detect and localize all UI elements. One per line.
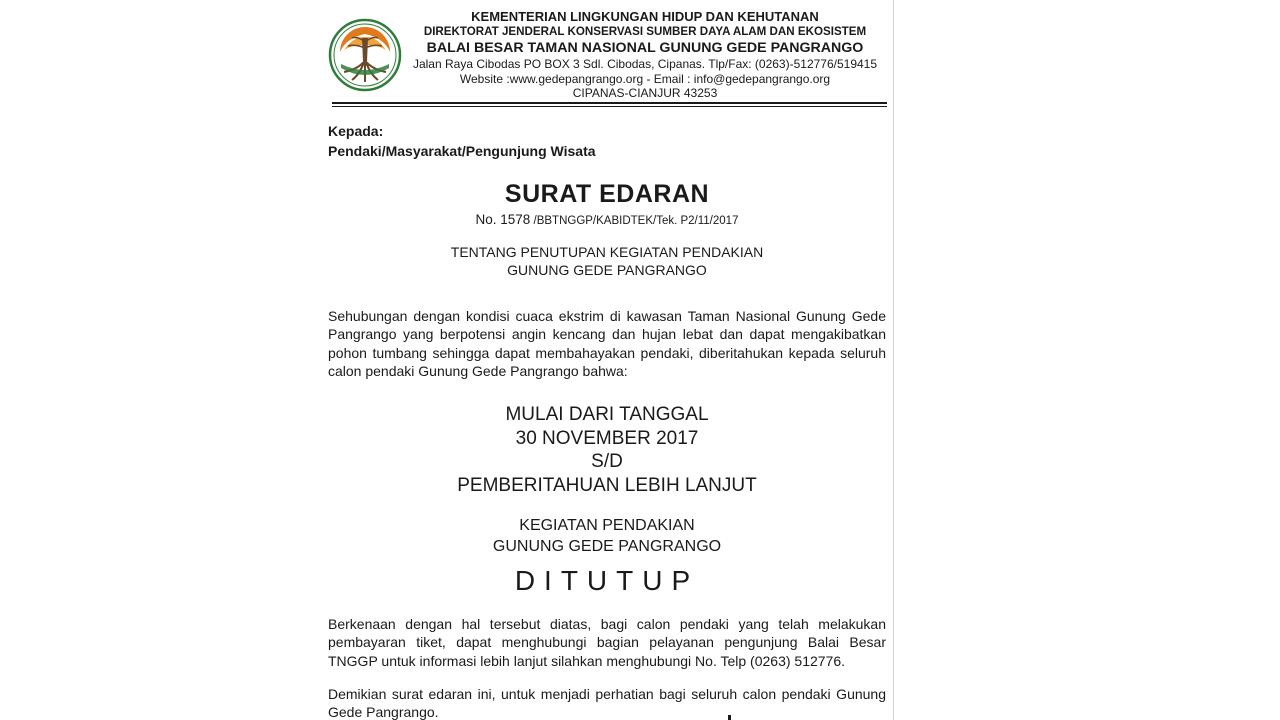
addressee-block xyxy=(328,121,596,161)
office-city: CIPANAS-CIANJUR 43253 xyxy=(572,86,718,101)
ministry-name: KEMENTERIAN LINGKUNGAN HIDUP DAN KEHUTANAN xyxy=(471,9,819,24)
directorate-name: DIREKTORAT JENDERAL KONSERVASI SUMBER DAYA ALAM DAN EKOSISTEM xyxy=(423,24,867,38)
document-number-suffix: /BBTNGGP/KABIDTEK/Tek. P2/11/2017 xyxy=(530,215,739,227)
schedule-line-1: MULAI DARI TANGGAL xyxy=(505,404,709,425)
document-title: SURAT EDARAN xyxy=(504,180,710,208)
intro-paragraph: Sehubungan dengan kondisi cuaca ekstrim di kawasan Taman Nasional Gunung Gede Pangrango yang berpotensi angin kencang dan hujan lebat dan dapat mengakibatkan pohon tumbang sehingga dapat membahayakan pendaki, diberitahukan kepada seluruh calon pendaki Gunung Gede Pangrango bahwa: xyxy=(328,308,886,380)
refund-notice-paragraph: Berkenaan dengan hal tersebut diatas, bagi calon pendaki yang telah melakukan pembayaran tiket, dapat menghubungi bagian pelayanan pengunjung Balai Besar TNGGP untuk informasi lebih lanjut silahkan menghubungi No. Telp (0263) 512776. xyxy=(328,616,886,669)
letterhead xyxy=(328,10,888,102)
subject-line-1: TENTANG PENUTUPAN KEGIATAN PENDAKIAN xyxy=(450,244,764,260)
letterhead-text xyxy=(406,10,884,101)
addressee-label: Kepada: xyxy=(328,123,384,139)
subject-line-2: GUNUNG GEDE PANGRANGO xyxy=(507,262,707,278)
letterhead-rule-thick xyxy=(332,102,887,104)
schedule-line-4: PEMBERITAHUAN LEBIH LANJUT xyxy=(457,474,757,496)
ministry-tree-emblem-icon xyxy=(328,18,402,92)
office-address: Jalan Raya Cibodas PO BOX 3 Sdl. Cibodas, Cipanas. Tlp/Fax: (0263)-512776/519415 xyxy=(412,57,878,72)
closing-paragraph: Demikian surat edaran ini, untuk menjadi perhatian bagi seluruh calon pendaki Gunung Gede Pangrango. xyxy=(328,686,886,720)
closed-activity xyxy=(328,515,886,557)
office-name: BALAI BESAR TAMAN NASIONAL GUNUNG GEDE PANGRANGO xyxy=(426,40,864,57)
signature-mark-fragment xyxy=(728,715,731,720)
closure-status: DITUTUP xyxy=(514,565,700,596)
closure-schedule xyxy=(328,403,886,497)
activity-line-1: KEGIATAN PENDAKIAN xyxy=(519,517,695,534)
document-number xyxy=(328,211,886,230)
schedule-line-2: 30 NOVEMBER 2017 xyxy=(515,427,699,449)
letterhead-rule-thin xyxy=(332,106,887,107)
activity-line-2: GUNUNG GEDE PANGRANGO xyxy=(492,538,722,555)
document-subject xyxy=(328,243,886,279)
addressee-recipients: Pendaki/Masyarakat/Pengunjung Wisata xyxy=(328,143,596,159)
schedule-line-3: S/D xyxy=(591,451,623,472)
page-edge-divider xyxy=(893,0,894,720)
document-number-prefix: No. 1578 xyxy=(475,212,531,227)
office-contact: Website :www.gedepangrango.org - Email : info@gedepangrango.org xyxy=(459,71,831,86)
